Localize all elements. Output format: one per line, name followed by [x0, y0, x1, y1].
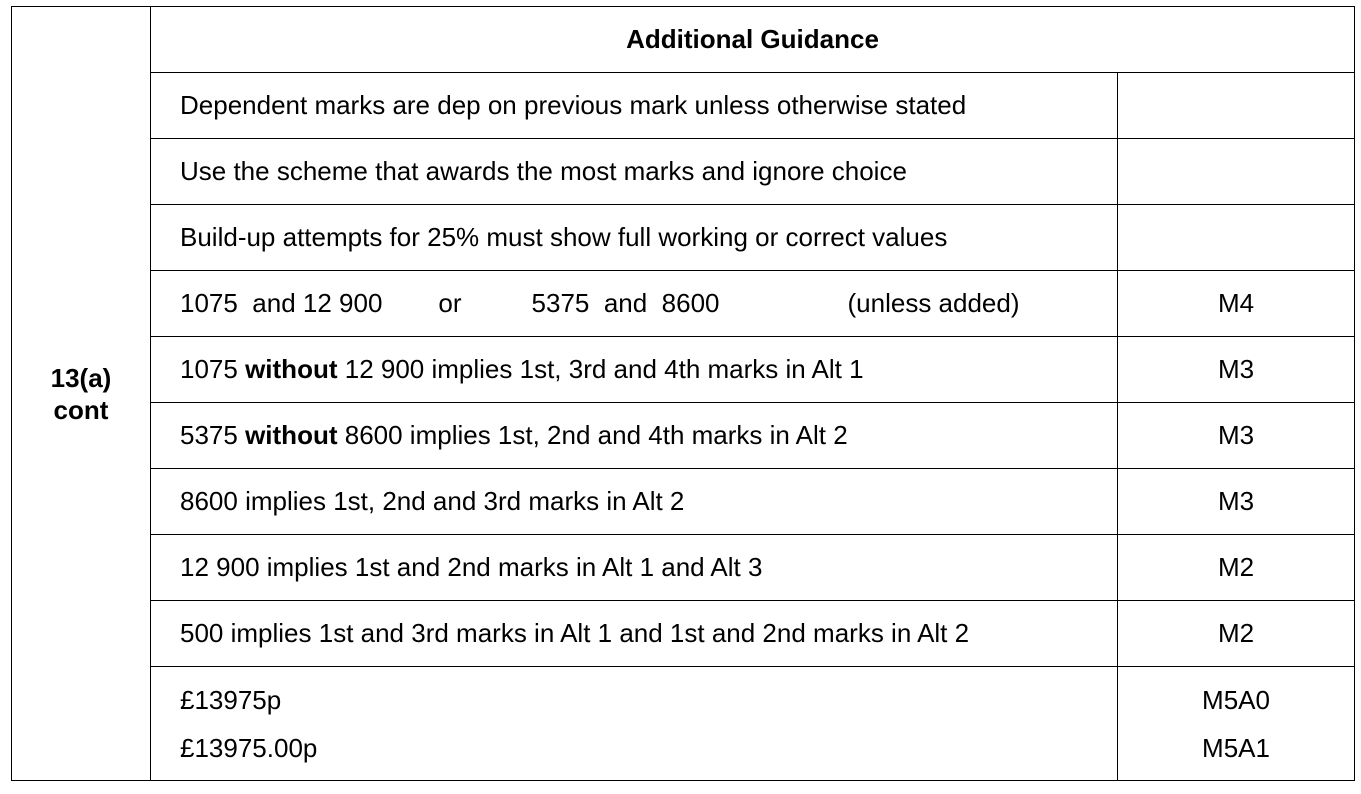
mark-value: M4	[1118, 271, 1355, 337]
answer-line: £13975p	[180, 684, 282, 715]
lead-value: 1075	[180, 354, 238, 384]
final-answers	[151, 667, 1118, 781]
table-row	[12, 205, 1355, 271]
final-answer-row	[12, 667, 1355, 781]
guidance-text: Dependent marks are dep on previous mark unless otherwise stated	[151, 73, 1118, 139]
guidance-text: Build-up attempts for 25% must show full working or correct values	[151, 205, 1118, 271]
guidance-text	[151, 337, 1118, 403]
rest-text: 8600 implies 1st, 2nd and 4th marks in Alt 2	[344, 420, 848, 450]
or-word: or	[438, 288, 462, 318]
final-marks	[1118, 667, 1355, 781]
table-row	[12, 403, 1355, 469]
mark-value: M5A0	[1202, 684, 1270, 715]
table-row	[12, 535, 1355, 601]
without-word: without	[245, 354, 338, 384]
mark-value	[1118, 73, 1355, 139]
question-number-cell	[12, 7, 151, 781]
guidance-text: 500 implies 1st and 3rd marks in Alt 1 and 1st and 2nd marks in Alt 2	[151, 601, 1118, 667]
alt2-values: 5375 and 8600	[531, 288, 720, 318]
header-row	[12, 7, 1355, 73]
mark-value: M3	[1118, 403, 1355, 469]
table-row	[12, 73, 1355, 139]
guidance-text	[151, 403, 1118, 469]
answer-line: £13975.00p	[180, 732, 318, 763]
guidance-text: 12 900 implies 1st and 2nd marks in Alt 1 and Alt 3	[151, 535, 1118, 601]
question-number: 13(a)	[50, 362, 112, 393]
mark-value: M5A1	[1202, 732, 1270, 763]
mark-value	[1118, 205, 1355, 271]
question-suffix: cont	[53, 394, 109, 425]
mark-value: M3	[1118, 469, 1355, 535]
rest-text: 12 900 implies 1st, 3rd and 4th marks in Alt 1	[344, 354, 864, 384]
table-row	[12, 601, 1355, 667]
unless-note: (unless added)	[847, 288, 1020, 318]
alt1-values: 1075 and 12 900	[180, 288, 383, 318]
guidance-text	[151, 271, 1118, 337]
guidance-text: 8600 implies 1st, 2nd and 3rd marks in Alt 2	[151, 469, 1118, 535]
without-word: without	[245, 420, 338, 450]
guidance-heading: Additional Guidance	[151, 7, 1355, 73]
table-row	[12, 337, 1355, 403]
guidance-text: Use the scheme that awards the most marks and ignore choice	[151, 139, 1118, 205]
lead-value: 5375	[180, 420, 238, 450]
additional-guidance-table	[11, 6, 1355, 781]
table-row	[12, 469, 1355, 535]
table-row	[12, 139, 1355, 205]
mark-value: M2	[1118, 535, 1355, 601]
mark-value	[1118, 139, 1355, 205]
mark-value: M3	[1118, 337, 1355, 403]
mark-value: M2	[1118, 601, 1355, 667]
table-row	[12, 271, 1355, 337]
